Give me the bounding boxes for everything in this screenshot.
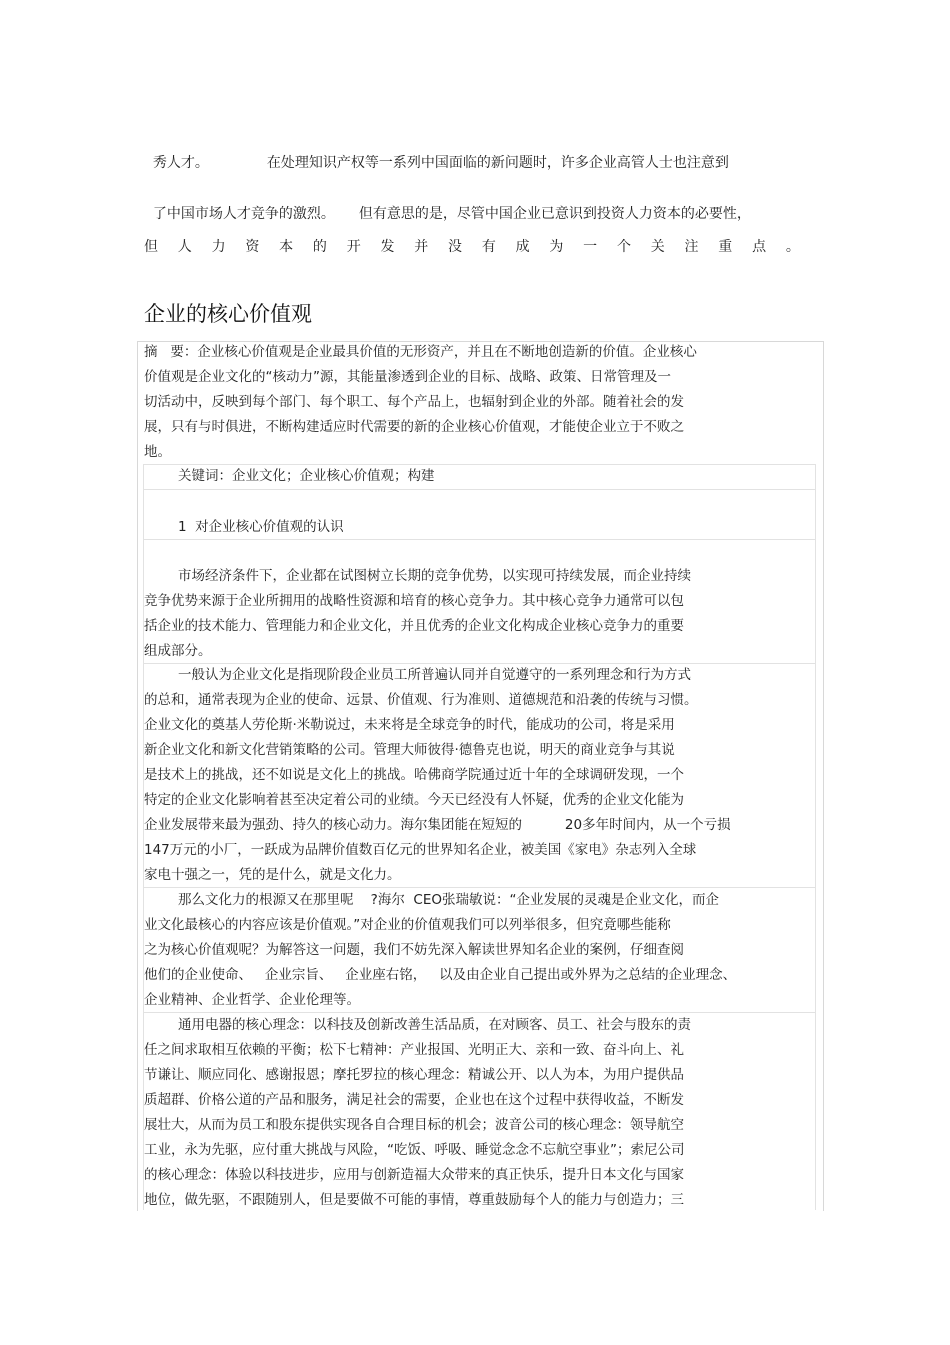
paragraph-line: 市场经济条件下，企业都在试图树立长期的竞争优势，以实现可持续发展，而企业持续 — [178, 568, 691, 584]
paragraph-line: 企业精神、企业哲学、企业伦理等。 — [144, 992, 360, 1008]
intro-line-1-end: 在处理知识产权等一系列中国面临的新问题时，许多企业高管人士也注意到 — [266, 155, 729, 171]
intro-char: 没 — [448, 239, 463, 255]
paragraph-line: 一般认为企业文化是指现阶段企业员工所普遍认同并自觉遵守的一系列理念和行为方式 — [178, 667, 691, 683]
intro-char: 开 — [346, 239, 361, 255]
intro-line-1-start: 秀人才。 — [152, 155, 209, 171]
paragraph-line: 家电十强之一，凭的是什么，就是文化力。 — [144, 867, 401, 883]
intro-char: 关 — [650, 239, 665, 255]
abstract-line: 地。 — [144, 444, 171, 460]
paragraph-line: 企业发展带来最为强劲、持久的核心动力。海尔集团能在短短的 20多年时间内，从一个亏损 — [144, 817, 731, 833]
paragraph-line: 他们的企业使命、 企业宗旨、 企业座右铭， 以及由企业自己提出或外界为之总结的企业理念、 — [144, 967, 737, 983]
intro-line-3 — [144, 237, 800, 257]
paragraph-line: 那么文化力的根源又在那里呢 ?海尔 CEO张瑞敏说：“企业发展的灵魂是企业文化，而企 — [178, 892, 719, 908]
intro-char: 成 — [515, 239, 530, 255]
paragraph-line: 任之间求取相互依赖的平衡；松下七精神：产业报国、光明正大、亲和一致、奋斗向上、礼 — [144, 1042, 684, 1058]
paragraph-line: 企业文化的奠基人劳伦斯·米勒说过，未来将是全球竞争的时代，能成功的公司，将是采用 — [144, 717, 675, 733]
paragraph-line: 竞争优势来源于企业所拥用的战略性资源和培育的核心竞争力。其中核心竞争力通常可以包 — [144, 593, 684, 609]
intro-char: 为 — [549, 239, 564, 255]
paragraph-line: 的总和，通常表现为企业的使命、远景、价值观、行为准则、道德规范和沿袭的传统与习惯。 — [144, 692, 698, 708]
intro-char: 的 — [312, 239, 327, 255]
paragraph-line: 括企业的技术能力、管理能力和企业文化，并且优秀的企业文化构成企业核心竞争力的重要 — [144, 618, 684, 634]
paragraph-line: 节谦让、顺应同化、感谢报恩；摩托罗拉的核心理念：精诚公开、以人为本，为用户提供品 — [144, 1067, 684, 1083]
intro-char: 人 — [177, 239, 192, 255]
intro-line-2-start: 了中国市场人才竞争的激烈。 — [152, 206, 335, 222]
paragraph-line: 业文化最核心的内容应该是价值观。”对企业的价值观我们可以列举很多，但究竟哪些能称 — [144, 917, 671, 933]
intro-char: 一 — [583, 239, 598, 255]
intro-char: 力 — [211, 239, 226, 255]
intro-char: 但 — [144, 239, 158, 255]
intro-line-2 — [144, 184, 751, 224]
intro-line-1 — [144, 133, 729, 173]
paragraph-line: 组成部分。 — [144, 643, 212, 659]
paragraph-line: 展壮大，从而为员工和股东提供实现各自合理目标的机会；波音公司的核心理念：领导航空 — [144, 1117, 684, 1133]
paragraph-line: 工业，永为先驱，应付重大挑战与风险，“吃饭、呼吸、睡觉念念不忘航空事业”；索尼公司 — [144, 1142, 685, 1158]
intro-char: 本 — [279, 239, 294, 255]
paragraph-line: 147万元的小厂，一跃成为品牌价值数百亿元的世界知名企业，被美国《家电》杂志列入全球 — [144, 842, 697, 858]
intro-char: 资 — [245, 239, 260, 255]
paragraph-line: 通用电器的核心理念：以科技及创新改善生活品质，在对顾客、员工、社会与股东的责 — [178, 1017, 691, 1033]
abstract-line: 切活动中，反映到每个部门、每个职工、每个产品上，也辐射到企业的外部。随着社会的发 — [144, 394, 684, 410]
intro-line-2-end: 但有意思的是，尽管中国企业已意识到投资人力资本的必要性， — [358, 206, 751, 222]
abstract-line: 摘 要：企业核心价值观是企业最具价值的无形资产，并且在不断地创造新的价值。企业核心 — [144, 344, 697, 360]
article-title: 企业的核心价值观 — [144, 302, 312, 326]
paragraph-line: 特定的企业文化影响着甚至决定着公司的业绩。今天已经没有人怀疑，优秀的企业文化能为 — [144, 792, 684, 808]
intro-char: 有 — [481, 239, 496, 255]
paragraph-line: 质超群、价格公道的产品和服务，满足社会的需要，企业也在这个过程中获得收益，不断发 — [144, 1092, 684, 1108]
paragraph-line: 之为核心价值观呢？为解答这一问题，我们不妨先深入解读世界知名企业的案例，仔细查阅 — [144, 942, 684, 958]
paragraph-line: 地位，做先驱，不跟随别人，但是要做不可能的事情，尊重鼓励每个人的能力与创造力；三 — [144, 1192, 684, 1208]
intro-char: 。 — [785, 239, 800, 255]
keywords: 关键词：企业文化；企业核心价值观；构建 — [178, 468, 435, 484]
intro-char: 重 — [718, 239, 733, 255]
intro-char: 个 — [616, 239, 631, 255]
intro-char: 发 — [380, 239, 395, 255]
paragraph-line: 的核心理念：体验以科技进步，应用与创新造福大众带来的真正快乐，提升日本文化与国家 — [144, 1167, 684, 1183]
section-heading: 1 对企业核心价值观的认识 — [178, 519, 344, 535]
abstract-line: 展，只有与时俱进，不断构建适应时代需要的新的企业核心价值观，才能使企业立于不败之 — [144, 419, 684, 435]
intro-char: 点 — [752, 239, 767, 255]
intro-char: 注 — [684, 239, 699, 255]
paragraph-line: 新企业文化和新文化营销策略的公司。管理大师彼得·德鲁克也说，明天的商业竞争与其说 — [144, 742, 675, 758]
intro-char: 并 — [414, 239, 429, 255]
abstract-line: 价值观是企业文化的“核动力”源，其能量渗透到企业的目标、战略、政策、日常管理及一 — [144, 369, 671, 385]
paragraph-line: 是技术上的挑战，还不如说是文化上的挑战。哈佛商学院通过近十年的全球调研发现，一个 — [144, 767, 684, 783]
